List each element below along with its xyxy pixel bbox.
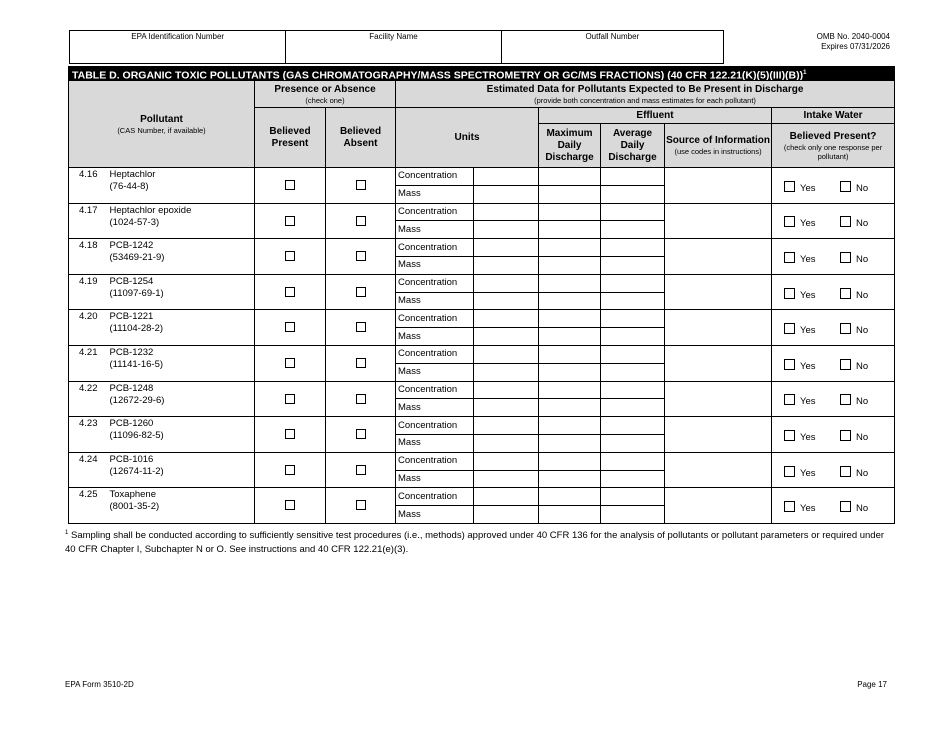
believed-present-checkbox[interactable] bbox=[285, 429, 295, 439]
believed-absent-cell bbox=[326, 274, 396, 310]
pollutant-name bbox=[108, 488, 255, 524]
max-daily-concentration-input[interactable] bbox=[539, 168, 601, 186]
units-header: Units bbox=[396, 108, 539, 168]
concentration-unit-input[interactable] bbox=[474, 168, 539, 186]
unit-mass-label: Mass bbox=[396, 292, 474, 310]
believed-absent-checkbox[interactable] bbox=[356, 500, 366, 510]
outfall-number-field[interactable] bbox=[502, 31, 723, 63]
unit-concentration-label: Concentration bbox=[396, 203, 474, 221]
avg-daily-mass-input[interactable] bbox=[601, 292, 665, 310]
source-info-input[interactable] bbox=[665, 488, 772, 524]
pollutant-number: 4.16 bbox=[69, 168, 108, 204]
unit-concentration-label: Concentration bbox=[396, 310, 474, 328]
believed-present-cell bbox=[255, 203, 326, 239]
pollutant-name-text: Toxaphene bbox=[109, 489, 156, 501]
footnote-mark: 1 bbox=[65, 530, 69, 536]
pollutant-cas: (76-44-8) bbox=[109, 181, 149, 192]
intake-no-checkbox[interactable] bbox=[840, 394, 851, 405]
pollutant-cas: (11141-16-5) bbox=[109, 358, 164, 370]
avg-daily-concentration-input[interactable] bbox=[601, 417, 665, 435]
believed-absent-checkbox[interactable] bbox=[356, 287, 366, 297]
intake-yes-checkbox[interactable] bbox=[784, 288, 795, 299]
intake-no-checkbox[interactable] bbox=[840, 252, 851, 263]
believed-absent-cell bbox=[326, 168, 396, 204]
omb-number: OMB No. 2040-0004 bbox=[816, 32, 890, 41]
pollutant-number: 4.22 bbox=[69, 381, 108, 417]
pollutant-cas: (53469-21-9) bbox=[109, 252, 165, 264]
believed-question-header: Believed Present? (check only one response per pollutant) bbox=[772, 124, 895, 168]
believed-present-checkbox[interactable] bbox=[285, 180, 295, 190]
avg-daily-mass-input[interactable] bbox=[601, 328, 665, 346]
pollutant-header-sub: (CAS Number, if available) bbox=[117, 125, 206, 135]
source-header-sub: (use codes in instructions) bbox=[674, 147, 762, 156]
source-info-input[interactable] bbox=[665, 345, 772, 381]
max-daily-mass-input[interactable] bbox=[539, 328, 601, 346]
omb-expiration: Expires 07/31/2026 bbox=[821, 42, 890, 51]
believed-absent-cell bbox=[326, 310, 396, 346]
pollutant-row bbox=[69, 168, 895, 186]
pollutant-cas: (12672-29-6) bbox=[109, 394, 165, 406]
estimated-header: Estimated Data for Pollutants Expected to Be Present in Discharge (provide both concentration and mass estimates for each pollutant) bbox=[396, 81, 895, 108]
pollutant-name bbox=[108, 168, 255, 204]
concentration-unit-input[interactable] bbox=[474, 239, 539, 257]
unit-concentration-label: Concentration bbox=[396, 239, 474, 257]
pollutant-row bbox=[69, 488, 895, 506]
avg-daily-mass-input[interactable] bbox=[601, 221, 665, 239]
max-daily-mass-input[interactable] bbox=[539, 221, 601, 239]
pollutant-row bbox=[69, 239, 895, 257]
believed-present-checkbox[interactable] bbox=[285, 251, 295, 261]
pollutant-name bbox=[108, 203, 255, 239]
max-daily-mass-input[interactable] bbox=[539, 292, 601, 310]
yes-label: Yes bbox=[800, 289, 816, 301]
yes-label: Yes bbox=[800, 431, 816, 443]
pollutant-row bbox=[69, 310, 895, 328]
avg-daily-concentration-input[interactable] bbox=[601, 345, 665, 363]
mass-unit-input[interactable] bbox=[474, 470, 539, 488]
intake-no-checkbox[interactable] bbox=[840, 181, 851, 192]
concentration-unit-input[interactable] bbox=[474, 274, 539, 292]
max-daily-concentration-input[interactable] bbox=[539, 452, 601, 470]
unit-mass-label: Mass bbox=[396, 434, 474, 452]
max-daily-concentration-input[interactable] bbox=[539, 345, 601, 363]
max-daily-mass-input[interactable] bbox=[539, 470, 601, 488]
pollutant-header: Pollutant (CAS Number, if available) bbox=[69, 81, 255, 168]
mass-unit-input[interactable] bbox=[474, 506, 539, 524]
source-info-input[interactable] bbox=[665, 417, 772, 453]
effluent-header: Effluent bbox=[539, 108, 772, 124]
believed-absent-header: Believed Absent bbox=[326, 108, 396, 168]
avg-daily-mass-input[interactable] bbox=[601, 256, 665, 274]
mass-unit-input[interactable] bbox=[474, 399, 539, 417]
max-daily-concentration-input[interactable] bbox=[539, 274, 601, 292]
intake-no-checkbox[interactable] bbox=[840, 359, 851, 370]
believed-present-checkbox[interactable] bbox=[285, 287, 295, 297]
unit-mass-label: Mass bbox=[396, 256, 474, 274]
avg-daily-mass-input[interactable] bbox=[601, 363, 665, 381]
believed-absent-checkbox[interactable] bbox=[356, 216, 366, 226]
epa-id-field[interactable] bbox=[70, 31, 286, 63]
footnote-text: Sampling shall be conducted according to sufficiently sensitive test procedures (i.e., methods) approved under 40 CFR 136 for the analysis of pollutants or pollutant parameters or required under 40 CFR Chapter I, Subchapter N or O. See instructions and 40 CFR 122.21(e)(3). bbox=[65, 530, 885, 556]
concentration-unit-input[interactable] bbox=[474, 345, 539, 363]
pollutant-name bbox=[108, 310, 255, 346]
unit-concentration-label: Concentration bbox=[396, 488, 474, 506]
pollutant-name-text: PCB-1221 bbox=[109, 311, 154, 323]
source-info-input[interactable] bbox=[665, 452, 772, 488]
pollutant-name-text: PCB-1260 bbox=[109, 418, 154, 430]
no-label: No bbox=[856, 396, 869, 408]
form-number: EPA Form 3510-2D bbox=[65, 680, 134, 689]
pollutant-number: 4.17 bbox=[69, 203, 108, 239]
intake-yes-checkbox[interactable] bbox=[784, 430, 795, 441]
intake-no-checkbox[interactable] bbox=[840, 216, 851, 227]
max-daily-mass-input[interactable] bbox=[539, 363, 601, 381]
yes-label: Yes bbox=[800, 467, 816, 479]
intake-believed-cell bbox=[772, 239, 895, 275]
pollutant-name-text: Heptachlor bbox=[109, 169, 156, 180]
yes-label: Yes bbox=[800, 396, 816, 408]
unit-mass-label: Mass bbox=[396, 470, 474, 488]
intake-no-checkbox[interactable] bbox=[840, 501, 851, 512]
pollutant-name bbox=[108, 381, 255, 417]
yes-label: Yes bbox=[800, 218, 816, 230]
pollutant-name-text: Heptachlor epoxide bbox=[109, 204, 192, 216]
concentration-unit-input[interactable] bbox=[474, 452, 539, 470]
concentration-unit-input[interactable] bbox=[474, 310, 539, 328]
outfall-number-label: Outfall Number bbox=[585, 32, 640, 41]
mass-unit-input[interactable] bbox=[474, 434, 539, 452]
believed-absent-checkbox[interactable] bbox=[356, 429, 366, 439]
pollutant-row bbox=[69, 381, 895, 399]
omb-info bbox=[817, 32, 890, 52]
pollutant-row bbox=[69, 417, 895, 435]
unit-mass-label: Mass bbox=[396, 185, 474, 203]
pollutant-number: 4.25 bbox=[69, 488, 108, 524]
believed-present-checkbox[interactable] bbox=[285, 322, 295, 332]
believed-absent-cell bbox=[326, 239, 396, 275]
avg-daily-concentration-input[interactable] bbox=[601, 381, 665, 399]
avg-daily-concentration-input[interactable] bbox=[601, 310, 665, 328]
pollutant-row bbox=[69, 203, 895, 221]
no-label: No bbox=[856, 218, 869, 230]
pollutant-cas: (12674-11-2) bbox=[109, 465, 164, 477]
believed-absent-cell bbox=[326, 345, 396, 381]
pollutant-row bbox=[69, 345, 895, 363]
pollutant-cas: (11096-82-5) bbox=[109, 430, 164, 442]
believed-present-cell bbox=[255, 381, 326, 417]
yes-label: Yes bbox=[800, 253, 816, 265]
intake-no-checkbox[interactable] bbox=[840, 430, 851, 441]
believed-present-checkbox[interactable] bbox=[285, 394, 295, 404]
believed-present-cell bbox=[255, 488, 326, 524]
pollutant-name bbox=[108, 239, 255, 275]
avg-daily-mass-input[interactable] bbox=[601, 470, 665, 488]
intake-yes-checkbox[interactable] bbox=[784, 501, 795, 512]
intake-believed-cell bbox=[772, 345, 895, 381]
pollutant-number: 4.21 bbox=[69, 345, 108, 381]
believed-absent-cell bbox=[326, 417, 396, 453]
intake-believed-cell bbox=[772, 203, 895, 239]
max-daily-concentration-input[interactable] bbox=[539, 203, 601, 221]
source-info-input[interactable] bbox=[665, 310, 772, 346]
believed-present-cell bbox=[255, 452, 326, 488]
pollutant-number: 4.23 bbox=[69, 417, 108, 453]
pollutant-cas: (11097-69-1) bbox=[109, 287, 164, 299]
max-daily-concentration-input[interactable] bbox=[539, 381, 601, 399]
max-daily-mass-input[interactable] bbox=[539, 399, 601, 417]
epa-id-label: EPA Identification Number bbox=[131, 32, 225, 41]
footnote bbox=[65, 526, 895, 557]
pollutant-cas: (1024-57-3) bbox=[109, 216, 160, 228]
source-info-input[interactable] bbox=[665, 203, 772, 239]
intake-believed-cell bbox=[772, 310, 895, 346]
avg-daily-concentration-input[interactable] bbox=[601, 488, 665, 506]
source-info-input[interactable] bbox=[665, 274, 772, 310]
intake-yes-checkbox[interactable] bbox=[784, 359, 795, 370]
pollutant-name-text: PCB-1242 bbox=[109, 240, 154, 252]
yes-label: Yes bbox=[800, 182, 816, 194]
source-info-input[interactable] bbox=[665, 239, 772, 275]
facility-name-label: Facility Name bbox=[369, 32, 418, 41]
believed-present-cell bbox=[255, 345, 326, 381]
pollutant-name bbox=[108, 345, 255, 381]
intake-yes-checkbox[interactable] bbox=[784, 323, 795, 334]
title-footnote-mark: 1 bbox=[803, 70, 807, 76]
intake-no-checkbox[interactable] bbox=[840, 288, 851, 299]
concentration-unit-input[interactable] bbox=[474, 381, 539, 399]
unit-mass-label: Mass bbox=[396, 399, 474, 417]
pollutant-cas: (8001-35-2) bbox=[109, 501, 160, 513]
pollutant-number: 4.20 bbox=[69, 310, 108, 346]
mass-unit-input[interactable] bbox=[474, 363, 539, 381]
max-daily-header: Maximum Daily Discharge bbox=[539, 124, 601, 168]
unit-concentration-label: Concentration bbox=[396, 274, 474, 292]
pollutant-name-text: PCB-1254 bbox=[109, 275, 154, 287]
no-label: No bbox=[856, 325, 869, 337]
no-label: No bbox=[856, 360, 869, 372]
max-daily-concentration-input[interactable] bbox=[539, 310, 601, 328]
unit-concentration-label: Concentration bbox=[396, 381, 474, 399]
intake-believed-cell bbox=[772, 452, 895, 488]
unit-concentration-label: Concentration bbox=[396, 417, 474, 435]
facility-name-field[interactable] bbox=[286, 31, 501, 63]
yes-label: Yes bbox=[800, 503, 816, 515]
intake-believed-cell bbox=[772, 381, 895, 417]
max-daily-concentration-input[interactable] bbox=[539, 239, 601, 257]
believed-present-cell bbox=[255, 310, 326, 346]
max-daily-mass-input[interactable] bbox=[539, 506, 601, 524]
intake-yes-checkbox[interactable] bbox=[784, 466, 795, 477]
max-daily-mass-input[interactable] bbox=[539, 185, 601, 203]
source-info-input[interactable] bbox=[665, 381, 772, 417]
pollutant-table bbox=[68, 80, 895, 524]
pollutant-row bbox=[69, 452, 895, 470]
believed-absent-checkbox[interactable] bbox=[356, 394, 366, 404]
unit-mass-label: Mass bbox=[396, 363, 474, 381]
believed-present-checkbox[interactable] bbox=[285, 216, 295, 226]
pollutant-name bbox=[108, 452, 255, 488]
pollutant-name bbox=[108, 417, 255, 453]
mass-unit-input[interactable] bbox=[474, 256, 539, 274]
believed-present-cell bbox=[255, 417, 326, 453]
believed-present-checkbox[interactable] bbox=[285, 500, 295, 510]
intake-yes-checkbox[interactable] bbox=[784, 394, 795, 405]
intake-believed-cell bbox=[772, 488, 895, 524]
believed-absent-checkbox[interactable] bbox=[356, 322, 366, 332]
no-label: No bbox=[856, 289, 869, 301]
believed-question-sub: (check only one response per pollutant) bbox=[783, 142, 883, 161]
unit-mass-label: Mass bbox=[396, 221, 474, 239]
pollutant-name-text: PCB-1232 bbox=[109, 346, 154, 358]
presence-header: Presence or Absence (check one) bbox=[255, 81, 396, 108]
pollutant-number: 4.24 bbox=[69, 452, 108, 488]
believed-present-cell bbox=[255, 168, 326, 204]
avg-daily-concentration-input[interactable] bbox=[601, 168, 665, 186]
believed-absent-checkbox[interactable] bbox=[356, 180, 366, 190]
unit-concentration-label: Concentration bbox=[396, 452, 474, 470]
intake-believed-cell bbox=[772, 417, 895, 453]
pollutant-name bbox=[108, 274, 255, 310]
identification-box bbox=[69, 30, 724, 64]
unit-concentration-label: Concentration bbox=[396, 345, 474, 363]
avg-daily-concentration-input[interactable] bbox=[601, 274, 665, 292]
believed-absent-cell bbox=[326, 488, 396, 524]
concentration-unit-input[interactable] bbox=[474, 488, 539, 506]
no-label: No bbox=[856, 182, 869, 194]
intake-no-checkbox[interactable] bbox=[840, 466, 851, 477]
pollutant-number: 4.19 bbox=[69, 274, 108, 310]
table-title: TABLE D. ORGANIC TOXIC POLLUTANTS (GAS CHROMATOGRAPHY/MASS SPECTROMETRY OR GC/MS FRACTIONS) (40 CFR 122.21(K)(5)(III)(B))$^1$ bbox=[68, 66, 895, 80]
believed-absent-cell bbox=[326, 203, 396, 239]
believed-present-checkbox[interactable] bbox=[285, 465, 295, 475]
unit-mass-label: Mass bbox=[396, 506, 474, 524]
believed-absent-checkbox[interactable] bbox=[356, 465, 366, 475]
pollutant-cas: (11104-28-2) bbox=[109, 323, 164, 335]
pollutant-row bbox=[69, 274, 895, 292]
believed-absent-checkbox[interactable] bbox=[356, 251, 366, 261]
believed-absent-cell bbox=[326, 452, 396, 488]
intake-yes-checkbox[interactable] bbox=[784, 181, 795, 192]
no-label: No bbox=[856, 253, 869, 265]
max-daily-mass-input[interactable] bbox=[539, 256, 601, 274]
presence-header-sub: (check one) bbox=[305, 95, 345, 105]
avg-daily-mass-input[interactable] bbox=[601, 506, 665, 524]
max-daily-concentration-input[interactable] bbox=[539, 488, 601, 506]
believed-absent-checkbox[interactable] bbox=[356, 358, 366, 368]
concentration-unit-input[interactable] bbox=[474, 203, 539, 221]
max-daily-concentration-input[interactable] bbox=[539, 417, 601, 435]
page-number: Page 17 bbox=[857, 680, 887, 689]
believed-present-header: Believed Present bbox=[255, 108, 326, 168]
concentration-unit-input[interactable] bbox=[474, 417, 539, 435]
no-label: No bbox=[856, 503, 869, 515]
avg-daily-mass-input[interactable] bbox=[601, 434, 665, 452]
believed-absent-cell bbox=[326, 381, 396, 417]
avg-daily-mass-input[interactable] bbox=[601, 399, 665, 417]
pollutant-name-text: PCB-1248 bbox=[109, 382, 154, 394]
believed-present-cell bbox=[255, 239, 326, 275]
intake-believed-cell bbox=[772, 274, 895, 310]
no-label: No bbox=[856, 431, 869, 443]
source-header: Source of Information (use codes in instructions) bbox=[665, 124, 772, 168]
unit-mass-label: Mass bbox=[396, 328, 474, 346]
mass-unit-input[interactable] bbox=[474, 185, 539, 203]
avg-daily-concentration-input[interactable] bbox=[601, 239, 665, 257]
unit-concentration-label: Concentration bbox=[396, 168, 474, 186]
mass-unit-input[interactable] bbox=[474, 221, 539, 239]
yes-label: Yes bbox=[800, 325, 816, 337]
intake-yes-checkbox[interactable] bbox=[784, 216, 795, 227]
believed-present-checkbox[interactable] bbox=[285, 358, 295, 368]
mass-unit-input[interactable] bbox=[474, 328, 539, 346]
avg-daily-header: Average Daily Discharge bbox=[601, 124, 665, 168]
avg-daily-concentration-input[interactable] bbox=[601, 203, 665, 221]
avg-daily-mass-input[interactable] bbox=[601, 185, 665, 203]
believed-present-cell bbox=[255, 274, 326, 310]
yes-label: Yes bbox=[800, 360, 816, 372]
pollutant-name-text: PCB-1016 bbox=[109, 453, 154, 465]
no-label: No bbox=[856, 467, 869, 479]
mass-unit-input[interactable] bbox=[474, 292, 539, 310]
avg-daily-concentration-input[interactable] bbox=[601, 452, 665, 470]
source-info-input[interactable] bbox=[665, 168, 772, 204]
max-daily-mass-input[interactable] bbox=[539, 434, 601, 452]
estimated-header-sub: (provide both concentration and mass estimates for each pollutant) bbox=[534, 95, 756, 105]
intake-no-checkbox[interactable] bbox=[840, 323, 851, 334]
intake-water-header: Intake Water bbox=[772, 108, 895, 124]
intake-believed-cell bbox=[772, 168, 895, 204]
intake-yes-checkbox[interactable] bbox=[784, 252, 795, 263]
pollutant-number: 4.18 bbox=[69, 239, 108, 275]
